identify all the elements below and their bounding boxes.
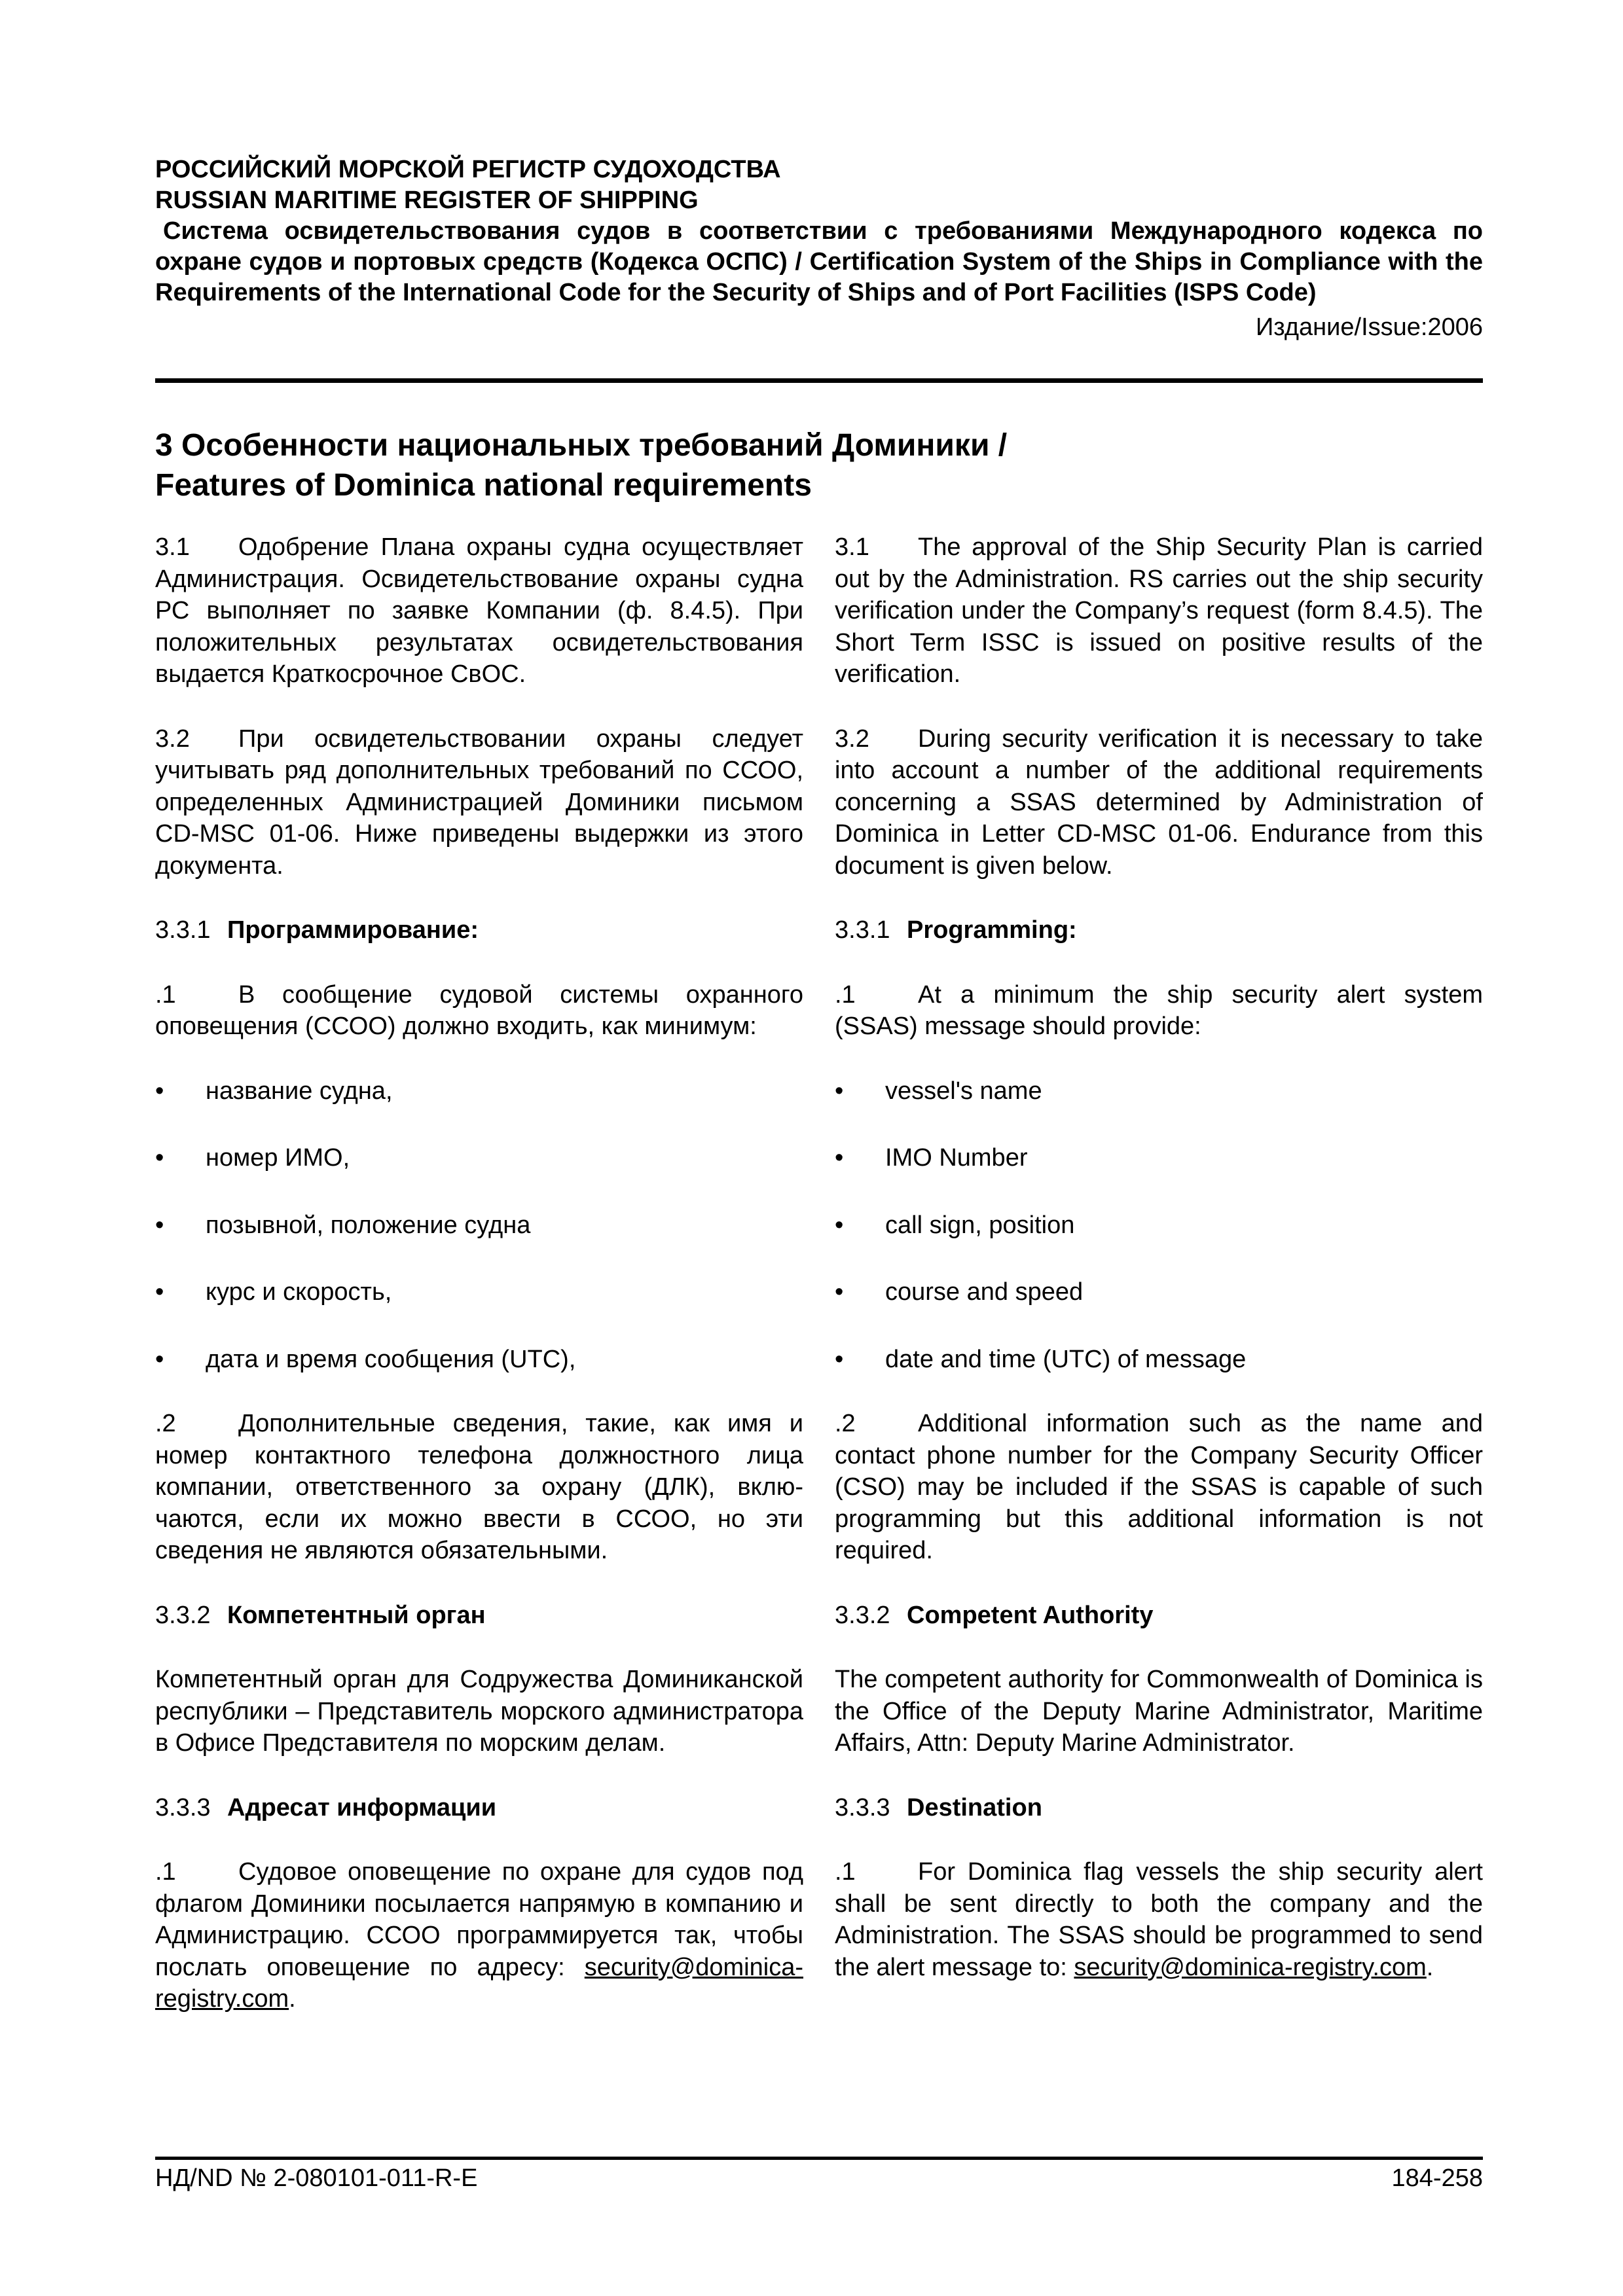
item-number: .1 bbox=[835, 1858, 856, 1886]
paragraph-ru bbox=[155, 979, 803, 1043]
heading-number: 3.3.1 bbox=[835, 916, 890, 944]
heading-number: 3.3.3 bbox=[835, 1793, 890, 1821]
list-item-text: дата и время сообщения (UTC), bbox=[206, 1345, 576, 1373]
paragraph-3-3-2 bbox=[155, 1664, 1483, 1759]
list-item-text: IMO Number bbox=[885, 1144, 1028, 1172]
paragraph-text: During security verification it is necessary to take into account a number of the additional requirements concerning a SSAS determined by Administration of Dominica in Letter CD-MSC 01-06. Endurance from this document is given below. bbox=[835, 725, 1483, 880]
paragraph-text: Одобрение Плана охраны судна осуществляет Администрация. Освидетельствование охраны судна РС выполняет по заявке Компании (ф. 8.4.5). При положительных результатах освидетельствования выдается Краткосрочное СвОС. bbox=[155, 533, 803, 688]
paragraph-en bbox=[835, 531, 1483, 691]
paragraph-en bbox=[835, 1856, 1483, 2015]
system-title: Система освидетельствования судов в соответствии с требованиями Международного кодекса по охране судов и портовых средств (Кодекса ОСПС) / Certification System of the Ships in Compliance with the Requirements of the International Code for the Security of Ships and of Port Facilities (ISPS Code) bbox=[155, 217, 1483, 306]
heading-number: 3.3.2 bbox=[835, 1601, 890, 1629]
item-number: .2 bbox=[155, 1410, 176, 1437]
paragraph-text: В сообщение судовой системы охранного оповещения (ССОО) должно входить, как минимум: bbox=[155, 980, 803, 1040]
bullet-icon: • bbox=[835, 1144, 844, 1172]
list-item-text: call sign, position bbox=[885, 1211, 1075, 1239]
heading-ru bbox=[155, 1600, 803, 1632]
period: . bbox=[289, 1985, 296, 2013]
paragraph-text: При освидетельствовании охраны следует учитывать ряд дополнительных требований по ССОО, определенных Администрацией Доминики письмом CD-MSC 01-06. Ниже приведены выдержки из этого документа. bbox=[155, 725, 803, 880]
list-item bbox=[835, 1344, 1483, 1376]
paragraph-text: The approval of the Ship Security Plan is carried out by the Administration. RS carries out the ship security verification under the Company’s request (form 8.4.5). The Short Term ISSC is issued on positive results of the verification. bbox=[835, 533, 1483, 688]
item-number: .1 bbox=[835, 980, 856, 1009]
paragraph-ru bbox=[155, 1856, 803, 2015]
heading-text: Адресат информации bbox=[227, 1793, 497, 1821]
paragraph-text: At a minimum the ship security alert system (SSAS) message should provide: bbox=[835, 980, 1483, 1040]
paragraph-ru bbox=[155, 1408, 803, 1567]
org-name-ru: РОССИЙСКИЙ МОРСКОЙ РЕГИСТР СУДОХОДСТВА bbox=[155, 156, 781, 183]
bullet-icon: • bbox=[155, 1345, 164, 1373]
header-rule bbox=[155, 378, 1483, 383]
paragraph-text: Дополнительные сведения, такие, как имя и номер контактного телефона должностного лица компании, ответственного за охрану (ДЛК), включаются, если их можно ввести в ССОО, но эти сведения не являются обязательными. bbox=[155, 1410, 803, 1564]
bullet-icon: • bbox=[835, 1345, 844, 1373]
bullet-icon: • bbox=[835, 1077, 844, 1105]
page-number: 184-258 bbox=[1391, 2164, 1483, 2192]
bullet-row bbox=[155, 1210, 1483, 1242]
list-item bbox=[155, 1075, 803, 1107]
list-item bbox=[155, 1276, 803, 1308]
paragraph-number: 3.2 bbox=[835, 725, 869, 753]
paragraph-ru: Компетентный орган для Содружества Доминиканской республики – Представитель морского администратора в Офисе Представителя по морским делам. bbox=[155, 1666, 803, 1757]
list-item-text: название судна, bbox=[206, 1077, 393, 1105]
bullet-row bbox=[155, 1344, 1483, 1376]
heading-text: Programming: bbox=[907, 916, 1077, 944]
item-number: .1 bbox=[155, 980, 176, 1009]
heading-3-3-1 bbox=[155, 914, 1483, 946]
bullet-row bbox=[155, 1075, 1483, 1107]
paragraph-number: 3.1 bbox=[155, 533, 190, 561]
item-3-3-1-1 bbox=[155, 979, 1483, 1043]
bullet-icon: • bbox=[155, 1077, 164, 1105]
heading-number: 3.3.1 bbox=[155, 916, 211, 944]
email-link[interactable]: security@dominica-registry.com bbox=[155, 1953, 803, 2013]
item-number: .1 bbox=[155, 1858, 176, 1886]
heading-3-3-2 bbox=[155, 1600, 1483, 1632]
heading-ru bbox=[155, 914, 803, 946]
heading-en bbox=[835, 1600, 1483, 1632]
list-item bbox=[835, 1210, 1483, 1242]
list-item-text: курс и скорость, bbox=[206, 1278, 392, 1306]
email-link[interactable]: security@dominica-registry.com bbox=[1074, 1953, 1427, 1981]
bilingual-body bbox=[155, 531, 1483, 2015]
list-item bbox=[835, 1142, 1483, 1174]
list-item bbox=[835, 1075, 1483, 1107]
paragraph-number: 3.1 bbox=[835, 533, 869, 561]
list-item-text: номер ИМО, bbox=[206, 1144, 350, 1172]
heading-text: Destination bbox=[907, 1793, 1042, 1821]
page-header bbox=[155, 154, 1483, 343]
item-3-3-3-1 bbox=[155, 1856, 1483, 2015]
section-title bbox=[155, 425, 1483, 505]
bullet-icon: • bbox=[155, 1211, 164, 1239]
list-item-text: позывной, положение судна bbox=[206, 1211, 531, 1239]
paragraph-3-2 bbox=[155, 723, 1483, 882]
paragraph-ru bbox=[155, 531, 803, 691]
paragraph-en bbox=[835, 979, 1483, 1043]
item-number: .2 bbox=[835, 1410, 856, 1437]
paragraph-3-1 bbox=[155, 531, 1483, 691]
bullet-icon: • bbox=[155, 1278, 164, 1306]
bullet-row bbox=[155, 1142, 1483, 1174]
heading-text: Компетентный орган bbox=[227, 1601, 486, 1629]
paragraph-en: The competent authority for Commonwealth of Dominica is the Office of the Deputy Marine Administrator, Maritime Affairs, Attn: Deputy Marine Administrator. bbox=[835, 1666, 1483, 1757]
issue-label: Издание/Issue:2006 bbox=[1255, 314, 1483, 341]
list-item bbox=[155, 1142, 803, 1174]
period: . bbox=[1426, 1953, 1434, 1981]
list-item bbox=[155, 1210, 803, 1242]
paragraph-text: For Dominica flag vessels the ship security alert shall be sent directly to both the company and the Administration. The SSAS should be programmed to send the alert message to: bbox=[835, 1858, 1483, 1981]
item-3-3-1-2 bbox=[155, 1408, 1483, 1567]
list-item bbox=[835, 1276, 1483, 1308]
heading-number: 3.3.2 bbox=[155, 1601, 211, 1629]
document-number: НД/ND № 2-080101-011-R-E bbox=[155, 2164, 478, 2192]
section-title-ru: 3 Особенности национальных требований Доминики / bbox=[155, 428, 1008, 463]
heading-en bbox=[835, 914, 1483, 946]
paragraph-number: 3.2 bbox=[155, 725, 190, 753]
list-item-text: vessel's name bbox=[885, 1077, 1042, 1105]
heading-text: Competent Authority bbox=[907, 1601, 1154, 1629]
list-item bbox=[155, 1344, 803, 1376]
heading-number: 3.3.3 bbox=[155, 1793, 211, 1821]
list-item-text: course and speed bbox=[885, 1278, 1084, 1306]
heading-text: Программирование: bbox=[227, 916, 479, 944]
bullet-row bbox=[155, 1276, 1483, 1308]
heading-en bbox=[835, 1792, 1483, 1824]
paragraph-ru bbox=[155, 723, 803, 882]
paragraph-en bbox=[835, 723, 1483, 882]
paragraph-en bbox=[835, 1408, 1483, 1567]
org-name-en: RUSSIAN MARITIME REGISTER OF SHIPPING bbox=[155, 187, 699, 214]
heading-3-3-3 bbox=[155, 1792, 1483, 1824]
paragraph-text: Судовое оповещение по охране для судов под флагом Доминики посылается напрямую в компанию и Администрацию. ССОО программируется так, чтобы послать оповещение по адресу: bbox=[155, 1858, 803, 1981]
bullet-icon: • bbox=[155, 1144, 164, 1172]
bullet-icon: • bbox=[835, 1278, 844, 1306]
bullet-icon: • bbox=[835, 1211, 844, 1239]
heading-ru bbox=[155, 1792, 803, 1824]
page-footer bbox=[155, 2162, 1483, 2194]
section-title-en: Features of Dominica national requirements bbox=[155, 468, 812, 503]
list-item-text: date and time (UTC) of message bbox=[885, 1345, 1247, 1373]
footer-rule bbox=[155, 2157, 1483, 2160]
paragraph-text: Additional information such as the name and contact phone number for the Company Security Officer (CSO) may be included if the SSAS is capable of such programming but this additional information is not required. bbox=[835, 1410, 1483, 1564]
